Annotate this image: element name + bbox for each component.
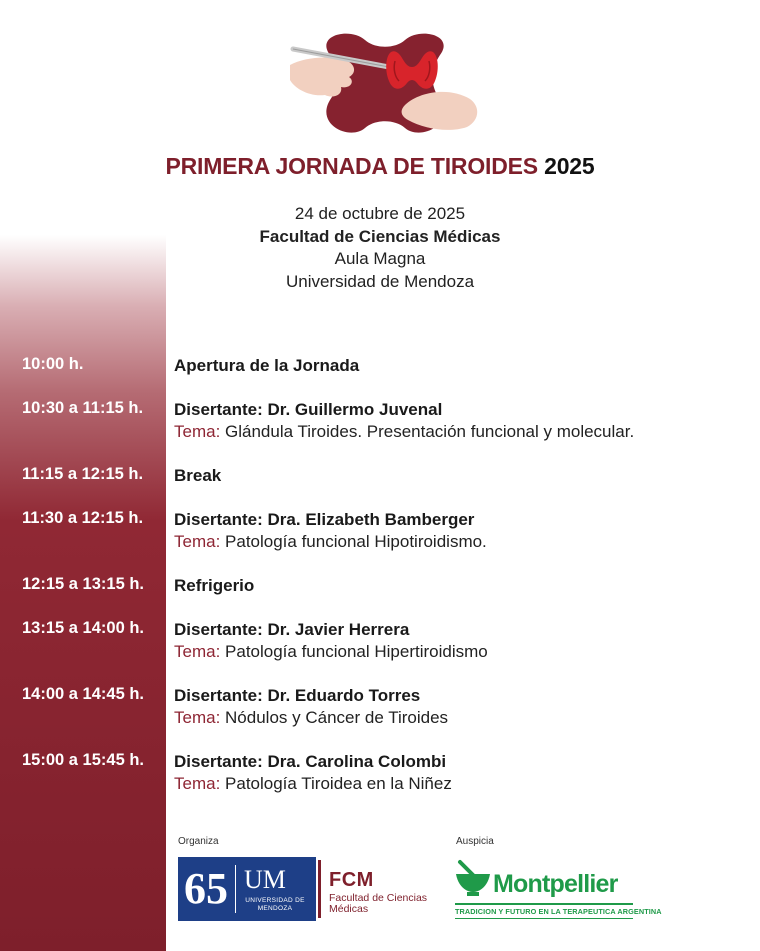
thyroid-illustration-icon — [285, 25, 485, 143]
agenda-topic — [174, 641, 488, 663]
topic-text: Nódulos y Cáncer de Tiroides — [220, 708, 449, 727]
topic-label: Tema: — [174, 642, 221, 661]
sponsor-rule — [455, 903, 633, 905]
agenda-speaker: Disertante: Dr. Guillermo Juvenal — [174, 400, 443, 419]
title-year: 2025 — [544, 153, 595, 179]
sponsor-rule-bottom — [455, 918, 633, 919]
topic-label: Tema: — [174, 532, 221, 551]
fcm-line2: Médicas — [329, 903, 369, 915]
agenda-time: 10:30 a 11:15 h. — [22, 399, 144, 417]
fcm-abbr: FCM — [329, 869, 374, 891]
topic-label: Tema: — [174, 774, 221, 793]
agenda-speaker: Disertante: Dr. Eduardo Torres — [174, 686, 421, 705]
page-title — [0, 153, 760, 180]
agenda-title: Refrigerio — [174, 576, 255, 595]
um-anniversary-number: 65 — [184, 864, 228, 913]
agenda-time: 15:00 a 15:45 h. — [22, 751, 144, 769]
sponsor-tagline: TRADICION Y FUTURO EN LA TERAPEUTICA ARGENTINA — [455, 907, 662, 916]
agenda-speaker: Disertante: Dra. Carolina Colombi — [174, 752, 447, 771]
agenda-time: 11:15 a 12:15 h. — [22, 465, 144, 483]
organiza-label: Organiza — [178, 836, 219, 847]
agenda-title: Apertura de la Jornada — [174, 356, 360, 375]
topic-label: Tema: — [174, 708, 221, 727]
agenda-topic — [174, 531, 487, 553]
event-date: 24 de octubre de 2025 — [294, 204, 466, 223]
agenda-speaker: Disertante: Dr. Javier Herrera — [174, 620, 410, 639]
sponsor-name: Montpellier — [493, 870, 618, 898]
agenda-topic — [174, 707, 448, 729]
topic-text: Patología funcional Hipertiroidismo — [220, 642, 488, 661]
fcm-line1: Facultad de Ciencias — [329, 892, 428, 904]
title-main: PRIMERA JORNADA DE TIROIDES — [165, 153, 538, 179]
agenda-time: 14:00 a 14:45 h. — [22, 685, 144, 703]
topic-text: Glándula Tiroides. Presentación funcional y molecular. — [220, 422, 635, 441]
event-room: Aula Magna — [334, 249, 426, 268]
agenda-speaker: Disertante: Dra. Elizabeth Bamberger — [174, 510, 475, 529]
topic-text: Patología Tiroidea en la Niñez — [220, 774, 452, 793]
fcm-divider — [318, 860, 321, 918]
event-info — [0, 203, 760, 293]
agenda-time: 12:15 a 13:15 h. — [22, 575, 144, 593]
um-abbr: UM — [244, 865, 286, 894]
auspicia-label: Auspicia — [456, 836, 494, 847]
fcm-name — [329, 893, 427, 915]
um-name: UNIVERSIDAD DE MENDOZA — [245, 897, 305, 912]
um-logo — [178, 857, 316, 921]
topic-label: Tema: — [174, 422, 221, 441]
event-faculty: Facultad de Ciencias Médicas — [259, 226, 501, 246]
agenda-topic — [174, 773, 452, 795]
agenda-time: 13:15 a 14:00 h. — [22, 619, 144, 637]
topic-text: Patología funcional Hipotiroidismo. — [220, 532, 487, 551]
agenda-time: 10:00 h. — [22, 355, 84, 373]
agenda-topic — [174, 421, 634, 443]
agenda-title: Break — [174, 466, 222, 485]
agenda-time: 11:30 a 12:15 h. — [22, 509, 144, 527]
event-university: Universidad de Mendoza — [285, 271, 475, 291]
